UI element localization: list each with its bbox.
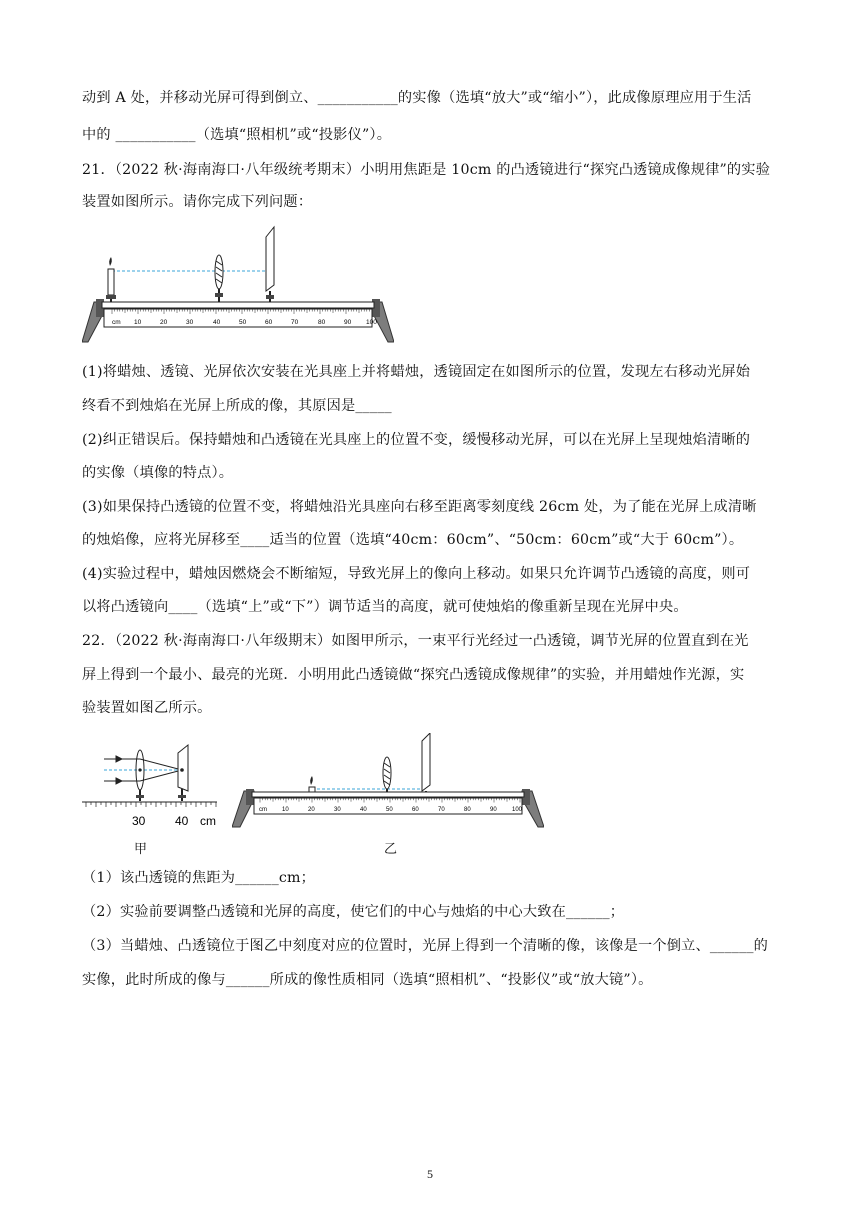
sub-question-1-line-a: (1)将蜡烛、透镜、光屏依次安装在光具座上并将蜡烛，透镜固定在如图所示的位置，发现左右移动光屏始 [82, 364, 751, 380]
ruler-label: 90 [490, 807, 497, 813]
text-line-14: 屏上得到一个最小、最亮的光斑．小明用此凸透镜做“探究凸透镜成像规律”的实验，并用蜡烛作光源，实 [82, 667, 745, 683]
ruler-label: 10 [134, 319, 142, 326]
figure-optical-bench-1 [82, 225, 394, 347]
text-line-1: 动到 A 处，并移动光屏可得到倒立、___________的实像（选填“放大”或“缩小”），此成像原理应用于生活 [82, 90, 752, 106]
candle [106, 257, 116, 305]
text-line-2: 中的 ___________（选填“照相机”或“投影仪”）。 [82, 127, 392, 143]
ruler-label: 60 [412, 807, 419, 813]
caption-yi: 乙 [384, 842, 398, 857]
ruler-label: 10 [282, 807, 289, 813]
ruler-label: 40 [213, 319, 221, 326]
sub-question-22-3-b: 实像，此时所成的像与______所成的像性质相同（选填“照相机”、“投影仪”或“放大镜”）。 [82, 972, 653, 988]
ruler-label: 30 [334, 807, 341, 813]
convex-lens [215, 255, 223, 305]
sub-question-3-line-a: (3)如果保持凸透镜的位置不变，将蜡烛沿光具座向右移至距离零刻度线 26cm 处，为了能在光屏上成清晰 [82, 499, 757, 515]
question-22-title: 22．（2022 秋·海南海口·八年级期末）如图甲所示，一束平行光经过一凸透镜，调节光屏的位置直到在光 [82, 633, 749, 649]
ruler-label: 50 [386, 807, 393, 813]
ruler-label: 100 [512, 807, 523, 813]
light-screen [266, 227, 274, 305]
page-number: 5 [427, 1167, 433, 1181]
unit-label: cm [200, 814, 216, 828]
ruler-label: 70 [291, 319, 299, 326]
sub-question-3-line-b: 的烛焰像，应将光屏移至____适当的位置（选填“40cm：60cm”、“50cm：60cm”或“大于 60cm”）。 [82, 532, 744, 548]
ruler-label: 40 [360, 807, 367, 813]
ruler-label: 60 [265, 319, 273, 326]
question-21-title: 21．（2022 秋·海南海口·八年级统考期末）小明用焦距是 10cm 的凸透镜进行“探究凸透镜成像规律”的实验 [82, 162, 771, 178]
ruler-label: cm [259, 807, 267, 813]
sub-question-1-line-b: 终看不到烛焰在光屏上所成的像，其原因是_____ [82, 398, 392, 414]
ruler-label: 100 [366, 319, 377, 326]
ruler-label: 20 [160, 319, 168, 326]
figure-optical-bench-2 [232, 733, 544, 831]
figure-jia [82, 735, 227, 830]
text-line-15: 验装置如图乙所示。 [82, 700, 212, 716]
ruler-label: 50 [239, 319, 247, 326]
ruler-label: 30 [186, 319, 194, 326]
ruler-label: cm [112, 319, 121, 326]
sub-question-22-1: （1）该凸透镜的焦距为______cm； [82, 870, 316, 886]
sub-question-2-line-b: 的实像（填像的特点）。 [82, 465, 234, 481]
ruler-label: 20 [308, 807, 315, 813]
tick-label-30: 30 [132, 814, 146, 828]
sub-question-2-line-a: (2)纠正错误后。保持蜡烛和凸透镜在光具座上的位置不变，缓慢移动光屏，可以在光屏上呈现烛焰清晰的 [82, 432, 751, 448]
sub-question-22-2: （2）实验前要调整凸透镜和光屏的高度，使它们的中心与烛焰的中心大致在______； [82, 904, 625, 920]
text-line-4: 装置如图所示。请你完成下列问题： [82, 194, 313, 210]
tick-label-40: 40 [175, 814, 189, 828]
ruler-label: 70 [438, 807, 445, 813]
ruler-label: 80 [464, 807, 471, 813]
sub-question-22-3-a: （3）当蜡烛、凸透镜位于图乙中刻度对应的位置时，光屏上得到一个清晰的像，该像是一个倒立、______的 [82, 938, 769, 954]
sub-question-4-line-a: (4)实验过程中，蜡烛因燃烧会不断缩短，导致光屏上的像向上移动。如果只允许调节凸透镜的高度，则可 [82, 566, 751, 582]
sub-question-4-line-b: 以将凸透镜向____（选填“上”或“下”）调节适当的高度，就可使烛焰的像重新呈现在光屏中央。 [82, 599, 688, 615]
caption-jia: 甲 [134, 842, 148, 857]
ruler-label: 90 [344, 319, 352, 326]
ruler-label: 80 [318, 319, 326, 326]
